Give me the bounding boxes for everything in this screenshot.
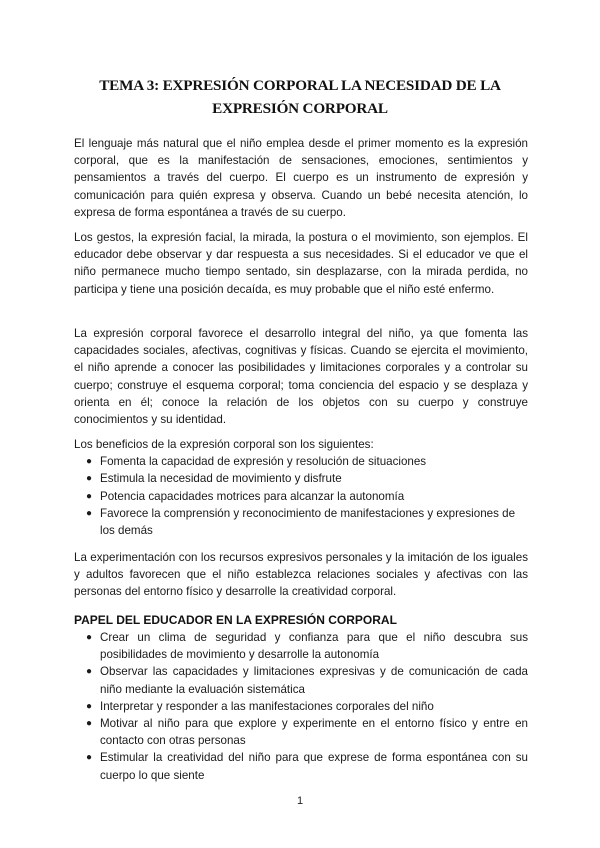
list-item-text: Motivar al niño para que explore y experimente en el entorno físico y entre en contacto con otras personas [100,717,528,748]
bullet-icon: ● [86,632,93,643]
paragraph-3: La expresión corporal favorece el desarrollo integral del niño, ya que fomenta las capacidades sociales, afectivas, cognitivas y físicas. Cuando se ejercita el movimiento, el niño aprende a conocer las posibilidades y limitaciones corporales y a controlar su cuerpo; construye el esquema corporal; toma conciencia del espacio y se desplaza y orienta en él; conoce la relación de los objetos con su cuerpo y construye conocimientos y su identidad. [74,327,528,427]
list-item [74,663,528,697]
page-title [72,74,528,120]
bullet-icon: ● [86,490,93,502]
bullet-icon: ● [86,456,93,468]
bullet-icon: ● [86,718,93,730]
list-item [74,749,528,783]
list-item-text: Estimula la necesidad de movimiento y disfrute [100,472,342,486]
paragraph-1: El lenguaje más natural que el niño emplea desde el primer momento es la expresión corporal, que es la manifestación de sensaciones, emociones, sentimientos y pensamientos a través del cuerpo. El cuerpo es un instrumento de expresión y comunicación para quién expresa y observa. Cuando un bebé necesita atención, lo expresa de forma espontánea a través de su cuerpo. [74,137,528,219]
title-line-1: TEMA 3: EXPRESIÓN CORPORAL LA NECESIDAD DE LA [99,77,501,94]
bullet-icon: ● [86,700,93,712]
benefits-section [74,436,528,539]
list-item-text: Estimular la creatividad del niño para que exprese de forma espontánea con su cuerpo lo que siente [100,751,528,782]
paragraph-2: Los gestos, la expresión facial, la mirada, la postura o el movimiento, son ejemplos. El educador debe observar y dar respuesta a sus necesidades. Si el educador ve que el niño permanece mucho tiempo sentado, sin desplazarse, con la mirada perdida, no participa y tiene una posición decaída, es muy probable que el niño esté enfermo. [74,231,528,296]
list-item-text: Fomenta la capacidad de expresión y resolución de situaciones [100,455,427,469]
list-item [74,488,528,505]
list-item-text: Observar las capacidades y limitaciones expresivas y de comunicación de cada niño mediante la evaluación sistemática [100,665,528,696]
benefits-list [74,453,528,539]
paragraph-4: La experimentación con los recursos expresivos personales y la imitación de los iguales y adultos favorecen que el niño establezca relaciones sociales y afectivas con las personas del entorno físico y desarrolle la creatividad corporal. [74,551,528,599]
page-number: 1 [296,795,304,807]
list-item [74,505,528,539]
list-item [74,715,528,749]
title-line-2: EXPRESIÓN CORPORAL [212,100,388,117]
bullet-icon: ● [86,473,93,485]
list-item [74,453,528,470]
list-item [74,698,528,715]
list-item-text: Potencia capacidades motrices para alcanzar la autonomía [100,489,405,503]
list-item-text: Favorece la comprensión y reconocimiento de manifestaciones y expresiones de los demás [100,506,516,538]
list-item [74,629,528,663]
bullet-icon: ● [86,666,93,678]
educator-list [74,629,528,784]
list-item-text: Crear un clima de seguridad y confianza para que el niño descubra sus posibilidades de movimiento y desarrolle la autonomía [100,631,528,662]
section-heading: PAPEL DEL EDUCADOR EN LA EXPRESIÓN CORPORAL [74,613,397,627]
list-item [74,470,528,487]
bullet-icon: ● [86,752,93,764]
benefits-intro: Los beneficios de la expresión corporal son los siguientes: [74,438,374,451]
list-item-text: Interpretar y responder a las manifestaciones corporales del niño [100,699,434,713]
bullet-icon: ● [86,507,93,519]
